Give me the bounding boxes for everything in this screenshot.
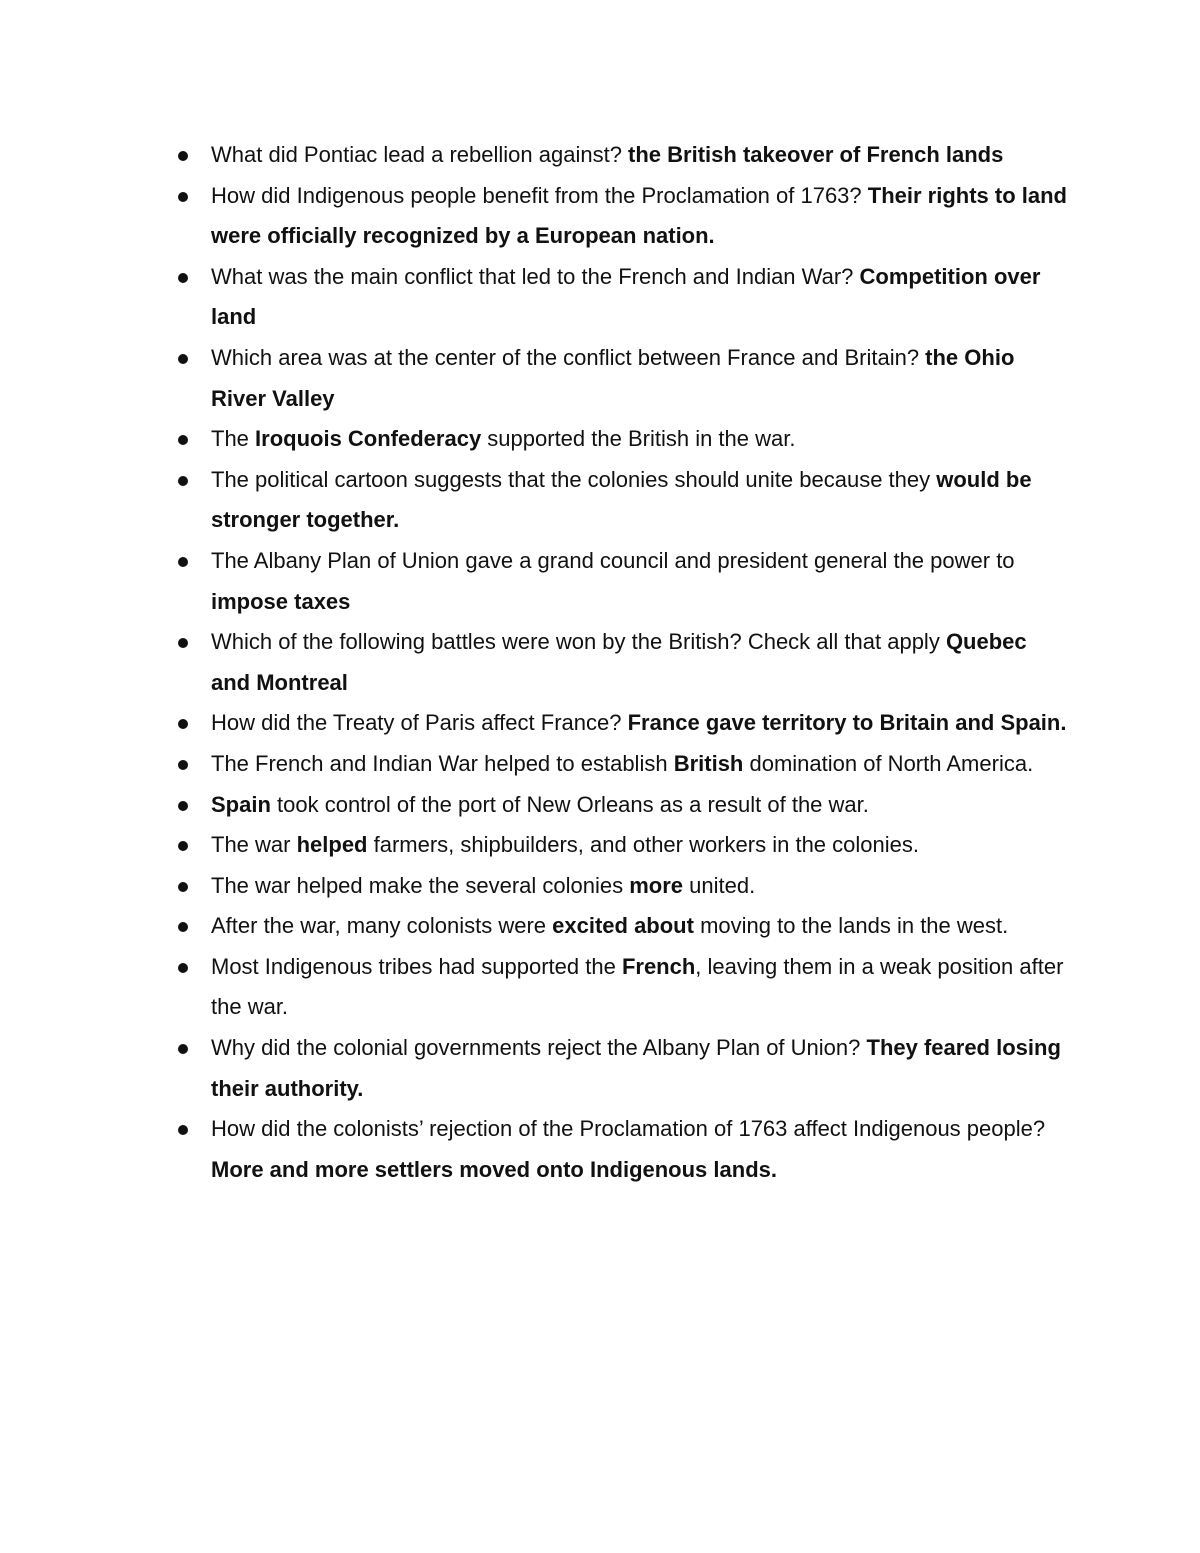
bullet-icon [178, 1125, 188, 1135]
list-item [0, 622, 1200, 703]
bullet-icon [178, 435, 188, 445]
list-item [0, 744, 1200, 785]
list-item [0, 947, 1200, 1028]
bullet-icon [178, 801, 188, 811]
question-answer-list [0, 135, 1200, 1190]
list-item [0, 1028, 1200, 1109]
bullet-icon [178, 1044, 188, 1054]
question-text: Which of the following battles were won by the British? Check all that apply [211, 629, 946, 655]
question-text: moving to the lands in the west. [693, 913, 1009, 939]
bullet-icon [178, 922, 188, 932]
answer-text: impose taxes [211, 588, 351, 614]
list-item [0, 785, 1200, 826]
question-text: Which area was at the center of the conflict between France and Britain? [211, 344, 926, 370]
bullet-icon [178, 151, 188, 161]
answer-text: the British takeover of French lands [628, 142, 1004, 167]
question-text: How did the colonists’ rejection of the Proclamation of 1763 affect Indigenous people? [211, 1116, 1046, 1142]
question-text: supported the British in the war. [481, 426, 796, 452]
bullet-icon [178, 719, 188, 729]
list-item [0, 825, 1200, 866]
list-item [0, 135, 1200, 176]
bullet-icon [178, 882, 188, 892]
list-item [0, 541, 1200, 622]
answer-text: Competition over land [211, 263, 1041, 330]
question-text: The French and Indian War helped to establish [211, 750, 674, 776]
bullet-icon [178, 476, 188, 486]
question-text: Why did the colonial governments reject the Albany Plan of Union? [211, 1035, 867, 1061]
list-item [0, 906, 1200, 947]
bullet-icon [178, 841, 188, 851]
answer-text: More and more settlers moved onto Indigenous lands. [211, 1156, 777, 1182]
list-item [0, 338, 1200, 419]
question-text: The political cartoon suggests that the colonies should unite because they [211, 466, 937, 492]
bullet-icon [178, 273, 188, 283]
question-text: How did the Treaty of Paris affect France? [211, 710, 628, 736]
list-item [0, 257, 1200, 338]
answer-text: would be stronger together. [211, 466, 1032, 533]
question-text: The war helped make the several colonies [211, 872, 630, 898]
list-item [0, 176, 1200, 257]
bullet-icon [178, 354, 188, 364]
question-text: What was the main conflict that led to the French and Indian War? [211, 263, 860, 289]
question-text: The Albany Plan of Union gave a grand council and president general the power to [211, 547, 1015, 573]
question-text: How did Indigenous people benefit from the Proclamation of 1763? [211, 182, 868, 208]
answer-text: Iroquois Confederacy [255, 426, 482, 452]
bullet-icon [178, 557, 188, 567]
answer-text: the Ohio River Valley [211, 344, 1015, 411]
bullet-icon [178, 638, 188, 648]
answer-text: Spain [211, 791, 271, 817]
question-text: After the war, many colonists were [211, 913, 553, 939]
answer-text: excited about [552, 913, 694, 939]
list-item [0, 419, 1200, 460]
bullet-icon [178, 963, 188, 973]
answer-text: British [673, 750, 744, 776]
question-text: What did Pontiac lead a rebellion against? [211, 142, 629, 167]
answer-text: more [629, 872, 684, 898]
question-text: The [211, 426, 256, 452]
list-item [0, 1109, 1200, 1190]
question-text: The war [211, 832, 297, 858]
answer-text: They feared losing their authority. [211, 1035, 1061, 1101]
answer-text: Their rights to land were officially recognized by a European nation. [211, 182, 1067, 249]
bullet-icon [178, 192, 188, 202]
list-item [0, 703, 1200, 744]
list-item [0, 460, 1200, 541]
question-text: farmers, shipbuilders, and other workers in the colonies. [367, 832, 919, 858]
question-text: Most Indigenous tribes had supported the [211, 953, 622, 979]
question-text: took control of the port of New Orleans as a result of the war. [270, 791, 869, 817]
answer-text: French [621, 953, 696, 979]
answer-text: Quebec and Montreal [211, 629, 1027, 695]
answer-text: helped [296, 832, 368, 858]
question-text: united. [683, 872, 756, 898]
question-text: , leaving them in a weak position after the war. [211, 953, 1064, 1020]
bullet-icon [178, 760, 188, 770]
list-item [0, 866, 1200, 907]
answer-text: France gave territory to Britain and Spain. [627, 710, 1067, 736]
question-text: domination of North America. [743, 750, 1034, 776]
